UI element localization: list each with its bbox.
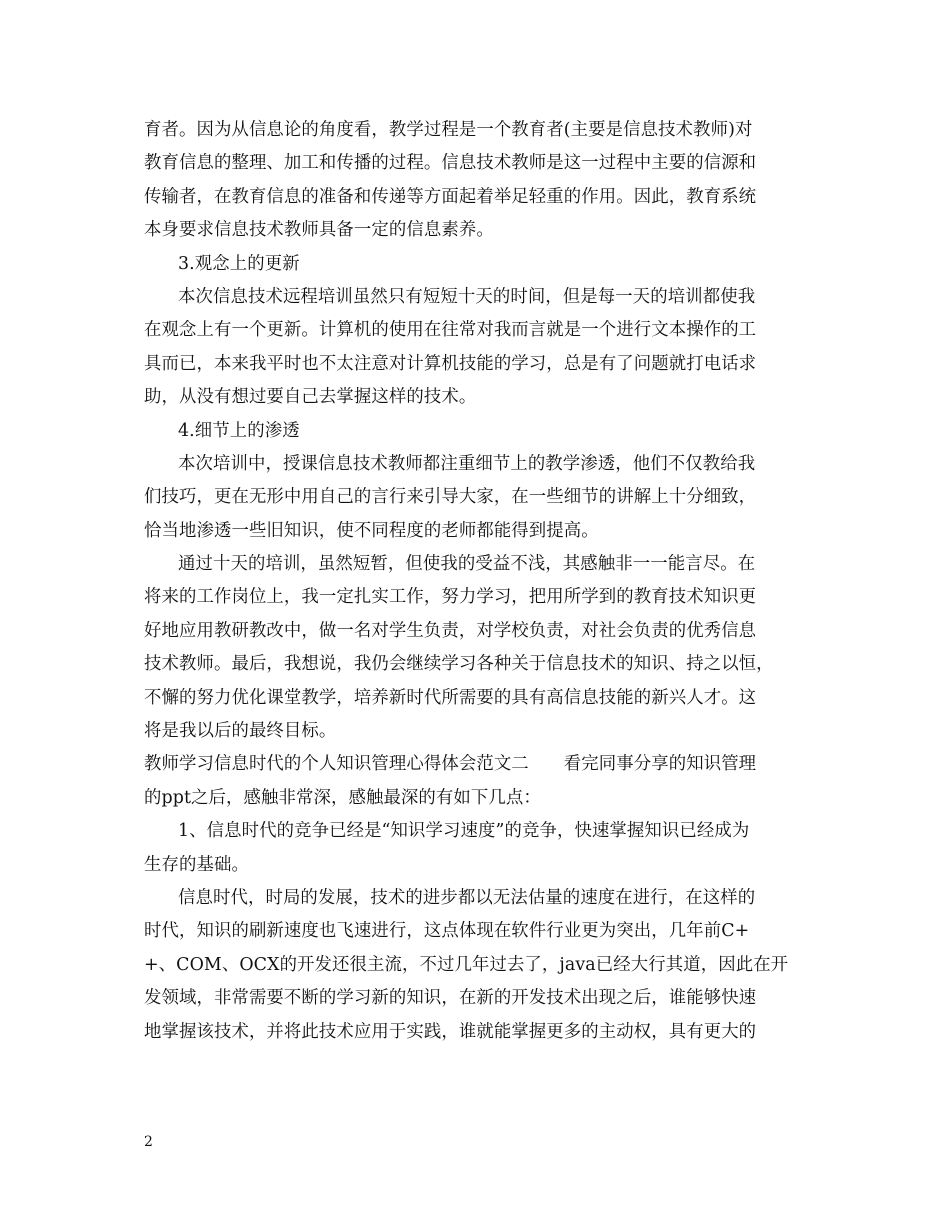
- text-line: 将是我以后的最终目标。: [144, 721, 337, 742]
- text-line: 地掌握该技术，并将此技术应用于实践，谁就能掌握更多的主动权，具有更大的: [144, 1021, 757, 1042]
- text-line: 技术教师。最后，我想说，我仍会继续学习各种关于信息技术的知识、持之以恒，: [144, 654, 774, 675]
- text-line: 时代，知识的刷新速度也飞速进行，这点体现在软件行业更为突出，几年前C+: [144, 921, 750, 942]
- page-number: 2: [144, 1134, 153, 1150]
- text-line: 具而已，本来我平时也不太注意对计算机技能的学习，总是有了问题就打电话求: [144, 353, 757, 374]
- text-line: 们技巧，更在无形中用自己的言行来引导大家，在一些细节的讲解上十分细致，: [144, 487, 757, 508]
- text-line: 生存的基础。: [144, 854, 249, 875]
- text-line: 育者。因为从信息论的角度看，教学过程是一个教育者(主要是信息技术教师)对: [144, 120, 753, 140]
- text-line: 助，从没有想过要自己去掌握这样的技术。: [144, 387, 477, 408]
- text-line: 的ppt之后，感触非常深，感触最深的有如下几点：: [144, 787, 541, 808]
- numbered-point: 1、信息时代的竞争已经是“知识学习速度”的竞争，快速掌握知识已经成为: [178, 821, 750, 842]
- text-line: 好地应用教研教改中，做一名对学生负责，对学校负责，对社会负责的优秀信息: [144, 620, 757, 641]
- text-line: 将来的工作岗位上，我一定扎实工作，努力学习，把用所学到的教育技术知识更: [144, 587, 757, 608]
- text-line: 本身要求信息技术教师具备一定的信息素养。: [144, 220, 494, 241]
- text-line: 不懈的努力优化课堂教学，培养新时代所需要的具有高信息技能的新兴人才。这: [144, 687, 757, 708]
- paragraph-first-line: 本次培训中，授课信息技术教师都注重细节上的教学渗透，他们不仅教给我: [178, 453, 756, 474]
- section-heading: 3.观念上的更新: [178, 253, 300, 274]
- text-line: +、COM、OCX的开发还很主流，不过几年过去了，java已经大行其道，因此在开: [144, 954, 789, 975]
- article-title-line: 教师学习信息时代的个人知识管理心得体会范文二 看完同事分享的知识管理: [144, 754, 757, 775]
- text-line: 在观念上有一个更新。计算机的使用在往常对我而言就是一个进行文本操作的工: [144, 320, 757, 341]
- paragraph-first-line: 信息时代，时局的发展，技术的进步都以无法估量的速度在进行，在这样的: [178, 887, 756, 908]
- paragraph-first-line: 通过十天的培训，虽然短暂，但使我的受益不浅，其感触非一一能言尽。在: [178, 554, 756, 575]
- text-line: 传输者，在教育信息的准备和传递等方面起着举足轻重的作用。因此，教育系统: [144, 186, 757, 207]
- paragraph-first-line: 本次信息技术远程培训虽然只有短短十天的时间，但是每一天的培训都使我: [178, 286, 756, 307]
- text-line: 恰当地渗透一些旧知识，使不同程度的老师都能得到提高。: [144, 520, 599, 541]
- text-line: 发领域，非常需要不断的学习新的知识，在新的开发技术出现之后，谁能够快速: [144, 988, 757, 1009]
- text-line: 教育信息的整理、加工和传播的过程。信息技术教师是这一过程中主要的信源和: [144, 153, 757, 174]
- page-body: [144, 114, 816, 1049]
- section-heading: 4.细节上的渗透: [178, 420, 300, 441]
